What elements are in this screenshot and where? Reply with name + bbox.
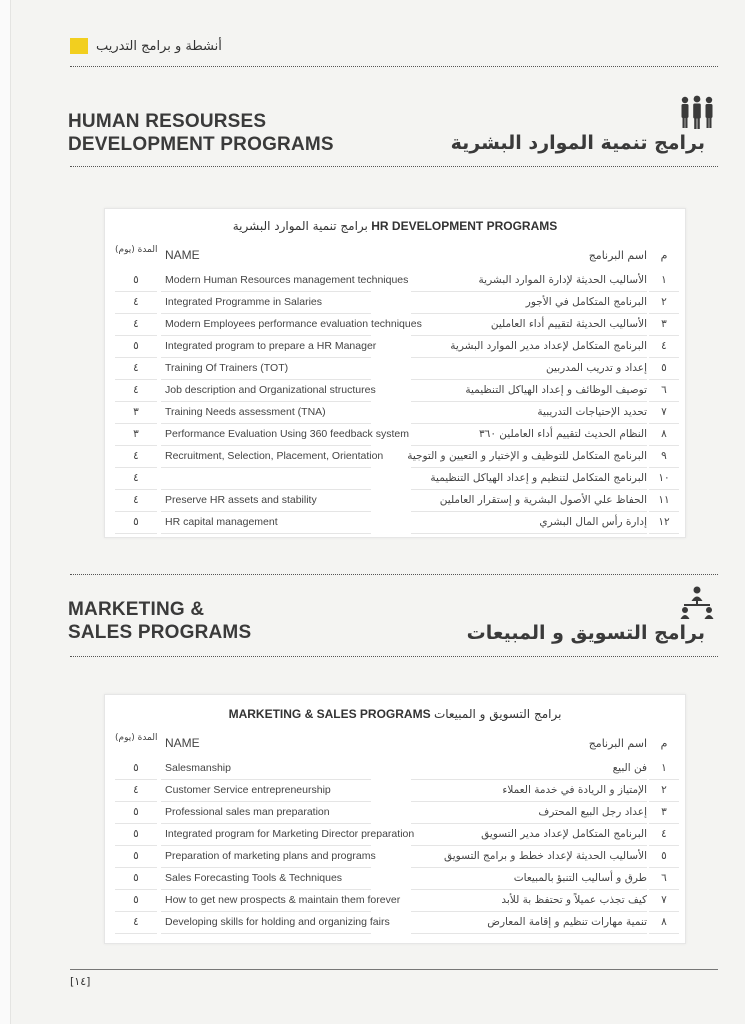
- duration-cell: ٥: [115, 758, 157, 780]
- duration-cell: ٤: [115, 446, 157, 468]
- duration-cell: ٤: [115, 912, 157, 934]
- duration-header: المدة (يوم): [115, 245, 158, 255]
- hr-table-header: [105, 245, 685, 267]
- duration-cell: ٤: [115, 468, 157, 490]
- table-row: [105, 424, 685, 446]
- hr-table: [104, 208, 686, 538]
- table-row: [105, 270, 685, 292]
- header-label: أنشطة و برامج التدريب: [96, 38, 222, 54]
- name-ar-cell: إدارة رأس المال البشري: [411, 512, 647, 534]
- duration-cell: ٤: [115, 292, 157, 314]
- name-header: NAME: [165, 736, 200, 750]
- mkt-top-divider: [70, 574, 718, 575]
- hr-table-title: [105, 219, 685, 233]
- name-cell: Developing skills for holding and organizing fairs: [161, 912, 371, 934]
- name-ar-cell: الأساليب الحديثة لإدارة الموارد البشرية: [411, 270, 647, 292]
- page-edge: [0, 0, 11, 1024]
- duration-cell: ٤: [115, 314, 157, 336]
- number-cell: ١١: [649, 490, 679, 512]
- table-row: [105, 868, 685, 890]
- hr-table-title-ar: برامج تنمية الموارد البشرية: [232, 219, 368, 233]
- number-cell: ٦: [649, 868, 679, 890]
- number-cell: ٢: [649, 292, 679, 314]
- number-cell: ١٢: [649, 512, 679, 534]
- name-cell: Integrated program for Marketing Director preparation: [161, 824, 371, 846]
- name-ar-cell: النظام الحديث لتقييم أداء العاملين ٣٦٠: [411, 424, 647, 446]
- table-row: [105, 780, 685, 802]
- name-ar-cell: كيف تجذب عميلاً و تحتفظ بة للأبد: [411, 890, 647, 912]
- number-cell: ٨: [649, 912, 679, 934]
- hr-title-en: [68, 110, 334, 156]
- hr-title-line-1: HUMAN RESOURSES: [68, 111, 267, 132]
- number-cell: ٢: [649, 780, 679, 802]
- number-cell: ٣: [649, 314, 679, 336]
- number-cell: ٨: [649, 424, 679, 446]
- num-header: م: [660, 737, 668, 750]
- duration-cell: ٤: [115, 380, 157, 402]
- name-cell: Preserve HR assets and stability: [161, 490, 371, 512]
- name-cell: Professional sales man preparation: [161, 802, 371, 824]
- yellow-marker: [70, 38, 88, 54]
- name-cell: Modern Employees performance evaluation techniques: [161, 314, 371, 336]
- name-ar-cell: البرنامج المتكامل للتوظيف و الإختيار و التعيين و التوجية: [411, 446, 647, 468]
- name-cell: [161, 468, 371, 490]
- name-cell: Recruitment, Selection, Placement, Orientation: [161, 446, 371, 468]
- hr-title-ar: برامج تنمية الموارد البشرية: [450, 132, 705, 154]
- name-cell: Job description and Organizational structures: [161, 380, 371, 402]
- name-cell: Preparation of marketing plans and programs: [161, 846, 371, 868]
- duration-cell: ٥: [115, 824, 157, 846]
- number-cell: ٣: [649, 802, 679, 824]
- table-row: [105, 912, 685, 934]
- number-cell: ٥: [649, 358, 679, 380]
- name-cell: Customer Service entrepreneurship: [161, 780, 371, 802]
- header-tag: [70, 38, 222, 54]
- name-ar-cell: إعداد رجل البيع المحترف: [411, 802, 647, 824]
- number-cell: ٧: [649, 402, 679, 424]
- hr-divider: [70, 166, 718, 167]
- table-row: [105, 292, 685, 314]
- name-ar-cell: توصيف الوظائف و إعداد الهياكل التنظيمية: [411, 380, 647, 402]
- name-ar-cell: الأساليب الحديثة لإعداد خطط و برامج التسويق: [411, 846, 647, 868]
- name-cell: Modern Human Resources management techniques: [161, 270, 371, 292]
- mkt-table-title-ar: برامج التسويق و المبيعات: [433, 707, 562, 721]
- duration-cell: ٥: [115, 336, 157, 358]
- name-cell: Performance Evaluation Using 360 feedback system: [161, 424, 371, 446]
- name-ar-cell: الأساليب الحديثة لتقييم أداء العاملين: [411, 314, 647, 336]
- table-row: [105, 846, 685, 868]
- name-ar-cell: البرنامج المتكامل لتنظيم و إعداد الهياكل التنظيمية: [411, 468, 647, 490]
- name-ar-cell: فن البيع: [411, 758, 647, 780]
- mkt-table: [104, 694, 686, 944]
- name-ar-cell: تنمية مهارات تنظيم و إقامة المعارض: [411, 912, 647, 934]
- mkt-title-line-2: SALES PROGRAMS: [68, 622, 252, 643]
- page-number: [١٤]: [70, 975, 91, 988]
- table-row: [105, 358, 685, 380]
- duration-cell: ٥: [115, 802, 157, 824]
- number-cell: ١٠: [649, 468, 679, 490]
- mkt-table-title: [105, 707, 685, 721]
- duration-cell: ٣: [115, 402, 157, 424]
- name-cell: Integrated program to prepare a HR Manager: [161, 336, 371, 358]
- table-row: [105, 380, 685, 402]
- duration-cell: ٥: [115, 868, 157, 890]
- duration-cell: ٥: [115, 270, 157, 292]
- table-row: [105, 824, 685, 846]
- duration-cell: ٤: [115, 490, 157, 512]
- table-row: [105, 314, 685, 336]
- name-cell: Salesmanship: [161, 758, 371, 780]
- top-divider: [70, 66, 718, 67]
- table-row: [105, 336, 685, 358]
- table-row: [105, 402, 685, 424]
- table-row: [105, 446, 685, 468]
- duration-cell: ٤: [115, 780, 157, 802]
- mkt-table-title-en: MARKETING & SALES PROGRAMS: [228, 707, 431, 721]
- duration-cell: ٣: [115, 424, 157, 446]
- name-ar-cell: طرق و أساليب التنبؤ بالمبيعات: [411, 868, 647, 890]
- duration-header: المدة (يوم): [115, 733, 158, 743]
- mkt-table-header: [105, 733, 685, 755]
- name-cell: Training Needs assessment (TNA): [161, 402, 371, 424]
- number-cell: ١: [649, 758, 679, 780]
- table-row: [105, 802, 685, 824]
- name-ar-cell: البرنامج المتكامل لإعداد مدير الموارد البشرية: [411, 336, 647, 358]
- name-ar-cell: تحديد الإحتياجات التدريبية: [411, 402, 647, 424]
- number-cell: ٧: [649, 890, 679, 912]
- name-cell: How to get new prospects & maintain them forever: [161, 890, 371, 912]
- duration-cell: ٤: [115, 358, 157, 380]
- name-ar-cell: البرنامج المتكامل لإعداد مدير التسويق: [411, 824, 647, 846]
- name-cell: Sales Forecasting Tools & Techniques: [161, 868, 371, 890]
- name-ar-cell: إعداد و تدريب المدربين: [411, 358, 647, 380]
- footer-divider: [70, 969, 718, 970]
- number-cell: ٦: [649, 380, 679, 402]
- name-header: NAME: [165, 248, 200, 262]
- table-row: [105, 490, 685, 512]
- name-cell: HR capital management: [161, 512, 371, 534]
- number-cell: ١: [649, 270, 679, 292]
- number-cell: ٤: [649, 336, 679, 358]
- name-ar-cell: البرنامج المتكامل في الأجور: [411, 292, 647, 314]
- number-cell: ٥: [649, 846, 679, 868]
- hr-table-title-en: HR DEVELOPMENT PROGRAMS: [371, 219, 558, 233]
- mkt-title-line-1: MARKETING &: [68, 599, 205, 620]
- duration-cell: ٥: [115, 846, 157, 868]
- name-ar-header: اسم البرنامج: [588, 249, 647, 262]
- people-icon: [679, 95, 715, 131]
- duration-cell: ٥: [115, 512, 157, 534]
- number-cell: ٤: [649, 824, 679, 846]
- table-row: [105, 512, 685, 534]
- name-ar-header: اسم البرنامج: [588, 737, 647, 750]
- org-chart-icon: [679, 586, 715, 620]
- number-cell: ٩: [649, 446, 679, 468]
- table-row: [105, 468, 685, 490]
- mkt-divider: [70, 656, 718, 657]
- table-row: [105, 758, 685, 780]
- name-ar-cell: الإمتياز و الريادة في خدمة العملاء: [411, 780, 647, 802]
- duration-cell: ٥: [115, 890, 157, 912]
- table-row: [105, 890, 685, 912]
- mkt-title-ar: برامج التسويق و المبيعات: [466, 622, 705, 644]
- name-ar-cell: الحفاظ علي الأصول البشرية و إستقرار العاملين: [411, 490, 647, 512]
- name-cell: Integrated Programme in Salaries: [161, 292, 371, 314]
- name-cell: Training Of Trainers (TOT): [161, 358, 371, 380]
- mkt-title-en: [68, 598, 251, 644]
- hr-title-line-2: DEVELOPMENT PROGRAMS: [68, 134, 334, 155]
- num-header: م: [660, 249, 668, 262]
